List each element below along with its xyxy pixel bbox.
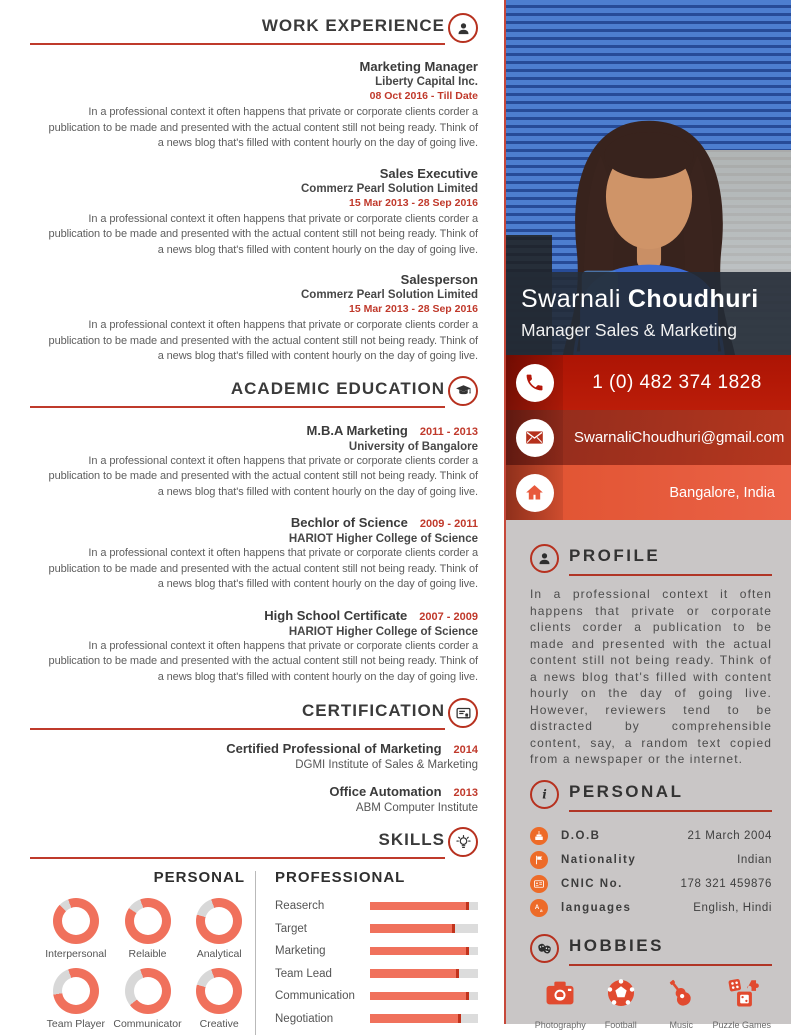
skill-bar-row: [275, 1013, 478, 1025]
personal-detail-row: [530, 872, 772, 896]
skill-bar-fill: [370, 1014, 461, 1023]
detail-value: 21 March 2004: [687, 829, 772, 842]
masks-icon: [530, 934, 559, 963]
donut-ring: [125, 968, 171, 1014]
skill-bar-row: [275, 923, 478, 935]
skill-bar-track: [370, 924, 478, 933]
section-underline: [30, 701, 445, 730]
school-name: HARIOT Higher College of Science: [288, 533, 478, 545]
personal-details: [530, 824, 772, 920]
sidebar-section-underline: [569, 934, 772, 966]
hobby-label: Photography: [534, 1019, 586, 1030]
detail-value: English, Hindi: [693, 901, 772, 914]
section-work-experience: [0, 16, 504, 365]
skill-bar-row: [275, 900, 478, 912]
phone-icon: [516, 364, 554, 402]
skill-label: Communicator: [113, 1018, 182, 1030]
education-entries: [0, 422, 504, 686]
sidebar: [504, 0, 791, 1030]
detail-value: Indian: [737, 853, 772, 866]
skill-donut: [196, 968, 242, 1030]
skill-label: Interpersonal: [45, 948, 107, 960]
date-range: 08 Oct 2016 - Till Date: [369, 90, 478, 102]
skill-label: Target: [275, 922, 307, 935]
certificate-title: Certified Professional of Marketing: [226, 741, 442, 756]
section-header: [30, 701, 478, 730]
personal-detail-row: [530, 848, 772, 872]
job-role: Manager Sales & Marketing: [521, 320, 737, 340]
donut-ring: [196, 898, 242, 944]
envelope-icon: [516, 419, 554, 457]
sidebar-section-header: [530, 934, 772, 966]
section-title: CERTIFICATION: [301, 701, 445, 720]
degree-title-row: [40, 514, 478, 532]
camera-icon: [542, 976, 578, 1015]
company-name: Commerz Pearl Solution Limited: [301, 289, 478, 301]
degree-title-row: [40, 607, 478, 625]
job-title: Marketing Manager: [359, 59, 478, 74]
profile-text: In a professional context it often happens that private or corporate clients corder a publication to be made and presented with the actual content still not being ready. Think of a news blog that's filled with content hourly on the day of going live. However, reviewers tend to be distracted by comprehensible content, say, a random text copied from a newspaper or the internet.: [530, 587, 772, 766]
skill-bar-track: [370, 902, 478, 911]
date-range: 2014: [453, 744, 478, 756]
section-title: ACADEMIC EDUCATION: [230, 378, 445, 398]
section-title: WORK EXPERIENCE: [261, 16, 445, 35]
hobby-label: Music: [669, 1019, 693, 1030]
section-academic-education: [0, 379, 504, 686]
skill-donut: [113, 968, 181, 1030]
work-entry: [40, 166, 478, 259]
hobby-item: [651, 976, 712, 1030]
skill-bar-track: [370, 969, 478, 978]
email-address: SwarnaliChoudhuri@gmail.com: [574, 429, 785, 446]
contact-icon-cell: [506, 410, 563, 465]
cake-icon: [530, 827, 548, 845]
certification-entry: [40, 783, 478, 816]
degree-title: Bechlor of Science: [290, 515, 408, 530]
detail-value: 178 321 459876: [680, 877, 772, 890]
contact-phone-row: [506, 355, 791, 410]
section-certification: [0, 701, 504, 816]
certificate-title-row: [40, 783, 478, 801]
name-banner: [506, 272, 791, 355]
skill-donut: [125, 898, 171, 960]
certification-entry: [40, 740, 478, 773]
info-icon: [530, 780, 559, 809]
sidebar-section-header: [530, 544, 772, 576]
school-name: University of Bangalore: [348, 440, 478, 453]
translate-icon: [530, 899, 548, 917]
date-range: 15 Mar 2013 - 28 Sep 2016: [348, 196, 478, 209]
date-range: 15 Mar 2013 - 28 Sep 2016: [348, 303, 478, 315]
sidebar-section-underline: [569, 544, 772, 576]
section-header: [30, 16, 478, 45]
hobby-item: [530, 976, 591, 1030]
skill-label: Negotiation: [275, 1012, 334, 1025]
donut-ring: [53, 968, 99, 1014]
skill-bar-track: [370, 1014, 478, 1023]
education-entry: [40, 422, 478, 501]
svg-text:a: a: [539, 907, 543, 913]
skill-label: Reaserch: [275, 900, 325, 912]
skill-bar-track: [370, 947, 478, 956]
flag-icon: [530, 851, 548, 869]
degree-title: M.B.A Marketing: [306, 422, 408, 438]
sidebar-section-title: PERSONAL: [569, 781, 684, 801]
job-title: Salesperson: [400, 272, 478, 287]
personal-skills-column: [40, 869, 255, 1035]
degree-title-row: [40, 422, 478, 440]
section-header: [30, 379, 478, 408]
hobby-label: Puzzle Games: [712, 1019, 772, 1030]
hobby-item: [712, 976, 773, 1030]
person-icon: [448, 13, 478, 43]
job-description: In a professional context it often happens that private or corporate clients corder a publication to be made and presented with the actual content still not being ready. Think of a news blog that's filled with content hourly on the day of going live.: [48, 106, 478, 149]
company-name: Commerz Pearl Solution Limited: [301, 182, 478, 195]
skill-bar-fill: [370, 924, 455, 933]
education-description: In a professional context it often happens that private or corporate clients corder a publication to be made and presented with the actual content still not being ready. Think of a news blog that's filled with content hourly on the day of going live.: [48, 454, 478, 498]
skill-bar-fill: [370, 969, 459, 978]
date-range: 2013: [453, 787, 478, 799]
skill-label: Relaible: [128, 948, 167, 960]
contact-email-row: [506, 410, 791, 465]
degree-title: High School Certificate: [264, 607, 408, 623]
section-underline: [30, 379, 445, 408]
personal-detail-row: [530, 896, 772, 920]
professional-skills-title: PROFESSIONAL: [275, 869, 406, 886]
first-name: Swarnali: [521, 285, 621, 313]
certificate-title-row: [40, 740, 478, 758]
section-underline: [30, 16, 445, 45]
section-profile: [506, 544, 791, 768]
skill-label: Communication: [275, 990, 355, 1002]
section-skills: [0, 830, 504, 1035]
job-title: Sales Executive: [379, 165, 478, 181]
personal-skills-title: PERSONAL: [153, 869, 246, 886]
personal-skills-chart: [40, 898, 255, 1030]
skills-columns: [40, 869, 478, 1035]
education-entry: [40, 607, 478, 686]
donut-ring: [53, 898, 99, 944]
certificate-icon: [448, 698, 478, 728]
contact-icon-cell: [506, 465, 563, 520]
skill-label: Team Lead: [275, 967, 332, 980]
education-entry: [40, 514, 478, 593]
donut-ring: [196, 968, 242, 1014]
certificate-title: Office Automation: [329, 784, 442, 799]
education-description: In a professional context it often happens that private or corporate clients corder a publication to be made and presented with the actual content still not being ready. Think of a news blog that's filled with content hourly on the day of going live.: [48, 639, 478, 683]
football-icon: [603, 976, 639, 1015]
contact-icon-cell: [506, 355, 563, 410]
date-range: 2009 - 2011: [419, 518, 478, 530]
skill-label: Creative: [199, 1018, 239, 1030]
work-entries: [0, 59, 504, 365]
bulb-icon: [448, 827, 478, 857]
sidebar-section-underline: [569, 780, 772, 812]
skill-bar-row: [275, 990, 478, 1002]
svg-text:A: A: [534, 904, 540, 911]
date-range: 2007 - 2009: [419, 610, 478, 623]
detail-label: D.O.B: [561, 829, 601, 842]
skill-label: Analytical: [196, 948, 242, 960]
school-name: HARIOT Higher College of Science: [288, 625, 478, 638]
professional-skills-column: [256, 869, 478, 1035]
detail-label: CNIC No.: [561, 877, 623, 890]
skill-donut: [196, 898, 242, 960]
hobby-item: [591, 976, 652, 1030]
skill-bar-row: [275, 945, 478, 957]
education-description: In a professional context it often happens that private or corporate clients corder a publication to be made and presented with the actual content still not being ready. Think of a news blog that's filled with content hourly on the day of going live.: [48, 547, 478, 590]
id-card-icon: [530, 875, 548, 893]
job-description: In a professional context it often happens that private or corporate clients corder a publication to be made and presented with the actual content still not being ready. Think of a news blog that's filled with content hourly on the day of going live.: [48, 212, 478, 256]
full-name: [521, 285, 781, 314]
phone-number: 1 (0) 482 374 1828: [592, 371, 762, 393]
company-name: Liberty Capital Inc.: [375, 76, 478, 88]
contact-block: [506, 355, 791, 520]
skill-donut: [47, 968, 105, 1030]
profile-photo: [506, 0, 791, 355]
graduation-cap-icon: [448, 376, 478, 406]
date-range: 2011 - 2013: [419, 425, 478, 438]
skill-bar-track: [370, 992, 478, 1001]
hobbies-list: [530, 976, 772, 1030]
hobby-label: Football: [604, 1019, 637, 1030]
work-entry: [40, 272, 478, 365]
job-description: In a professional context it often happens that private or corporate clients corder a publication to be made and presented with the actual content still not being ready. Think of a news blog that's filled with content hourly on the day of going live.: [48, 319, 478, 362]
skill-bar-fill: [370, 902, 469, 911]
institute-name: ABM Computer Institute: [355, 802, 478, 814]
contact-location-row: [506, 465, 791, 520]
sidebar-section-title: HOBBIES: [569, 935, 664, 955]
svg-text:i: i: [542, 786, 547, 801]
skill-label: Marketing: [275, 945, 326, 957]
skill-bar-row: [275, 968, 478, 980]
person-icon: [530, 544, 559, 573]
puzzle-icon: [724, 976, 760, 1015]
detail-label: Nationality: [561, 853, 637, 866]
section-title: SKILLS: [378, 830, 445, 849]
donut-ring: [125, 898, 171, 944]
location-text: Bangalore, India: [669, 484, 775, 501]
guitar-icon: [663, 976, 699, 1015]
section-hobbies: [506, 934, 791, 1030]
last-name: Choudhuri: [627, 285, 759, 313]
skill-donut: [45, 898, 106, 960]
certification-entries: [0, 740, 504, 816]
section-header: [30, 830, 478, 859]
institute-name: DGMI Institute of Sales & Marketing: [295, 759, 478, 771]
section-underline: [30, 830, 445, 859]
section-personal: [506, 780, 791, 920]
detail-label: languages: [561, 901, 632, 914]
home-icon: [516, 474, 554, 512]
sidebar-section-title: PROFILE: [569, 546, 661, 565]
skill-bar-fill: [370, 947, 469, 956]
sidebar-section-header: [530, 780, 772, 812]
skill-bar-fill: [370, 992, 469, 1001]
work-entry: [40, 59, 478, 152]
skill-label: Team Player: [46, 1018, 106, 1030]
professional-skills-chart: [275, 900, 478, 1025]
personal-detail-row: [530, 824, 772, 848]
